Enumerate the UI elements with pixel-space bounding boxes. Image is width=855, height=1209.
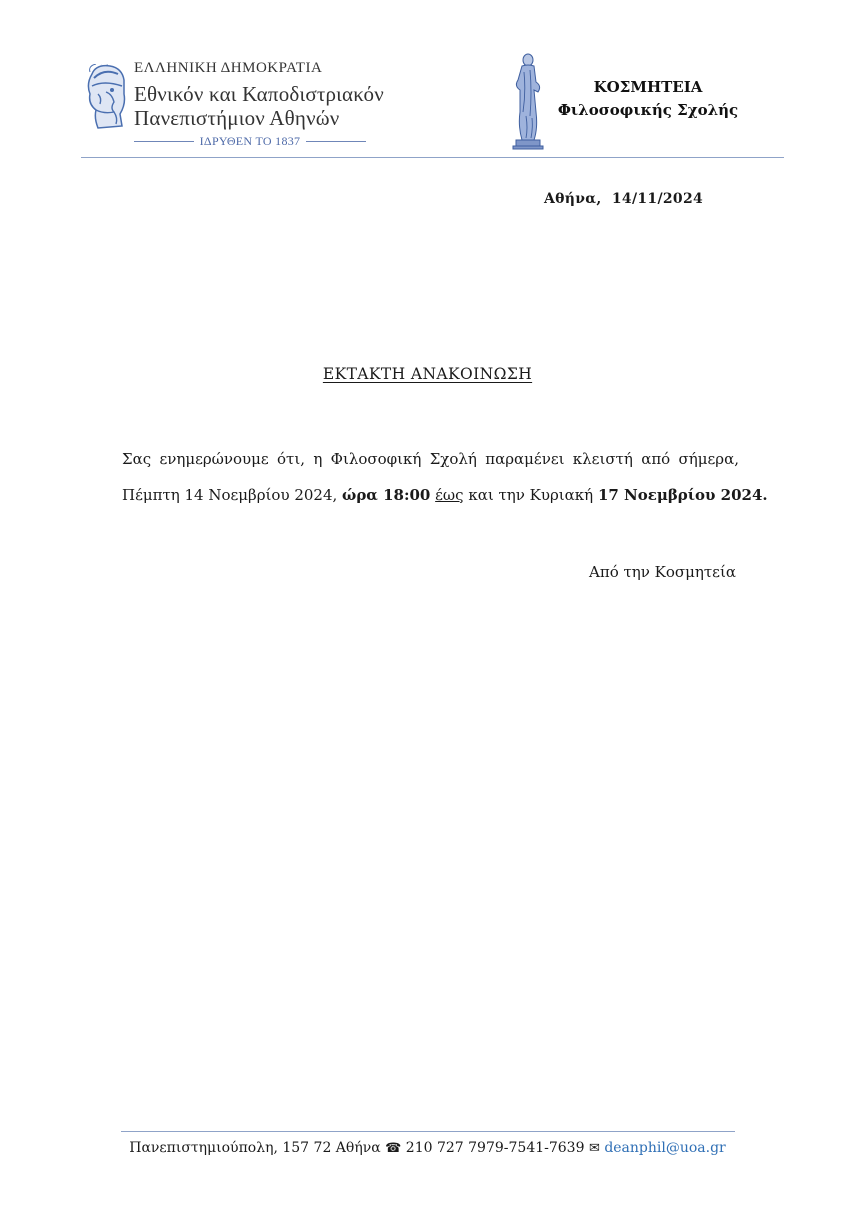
university-line-2: Εθνικόν και Καποδιστριακόν <box>134 82 384 106</box>
date-line: Αθήνα, 14/11/2024 <box>544 191 704 207</box>
footer-address: Πανεπιστημιούπολη, 157 72 Αθήνα <box>129 1140 381 1156</box>
university-name-block <box>134 60 434 130</box>
end-date-bold: 17 Νοεμβρίου 2024. <box>597 486 768 504</box>
footer-divider <box>121 1131 735 1132</box>
founded-rule-left <box>134 141 194 142</box>
university-line-3: Πανεπιστήμιον Αθηνών <box>134 106 340 130</box>
signoff: Από την Κοσμητεία <box>589 563 736 581</box>
faculty-line-1: ΚΟΣΜΗΤΕΙΑ <box>593 78 703 96</box>
statue-logo <box>508 52 548 150</box>
time-bold: ώρα 18:00 <box>342 486 431 504</box>
founded-text: ΙΔΡΥΘΕΝ ΤΟ 1837 <box>199 133 301 148</box>
phone-icon: ☎ <box>385 1141 402 1156</box>
footer-contact <box>0 1140 855 1156</box>
founded-rule-right <box>306 141 366 142</box>
header-divider <box>81 157 784 158</box>
envelope-icon: ✉ <box>588 1141 600 1156</box>
footer-email-link[interactable]: deanphil@uoa.gr <box>604 1140 726 1156</box>
faculty-block <box>550 76 746 122</box>
announcement-paragraph <box>122 441 768 513</box>
paragraph-line-2 <box>122 477 768 513</box>
footer-phone: 210 727 7979-7541-7639 <box>405 1140 585 1156</box>
until-underlined: έως <box>435 486 464 504</box>
paragraph-line-1: Σας ενημερώνουμε ότι, η Φιλοσοφική Σχολή παραμένει κλειστή από σήμερα, <box>122 450 739 468</box>
university-line-1: ΕΛΛΗΝΙΚΗ ΔΗΜΟΚΡΑΤΙΑ <box>134 60 323 76</box>
announcement-title <box>0 365 855 383</box>
faculty-line-2: Φιλοσοφικής Σχολής <box>557 101 739 119</box>
athena-logo <box>84 64 128 130</box>
founded-line <box>134 134 366 148</box>
line2-mid: και την Κυριακή <box>463 486 598 504</box>
announcement-title-text: ΕΚΤΑΚΤΗ ΑΝΑΚΟΙΝΩΣΗ <box>322 365 533 383</box>
line2-start: Πέμπτη 14 Νοεμβρίου 2024, <box>122 486 343 504</box>
